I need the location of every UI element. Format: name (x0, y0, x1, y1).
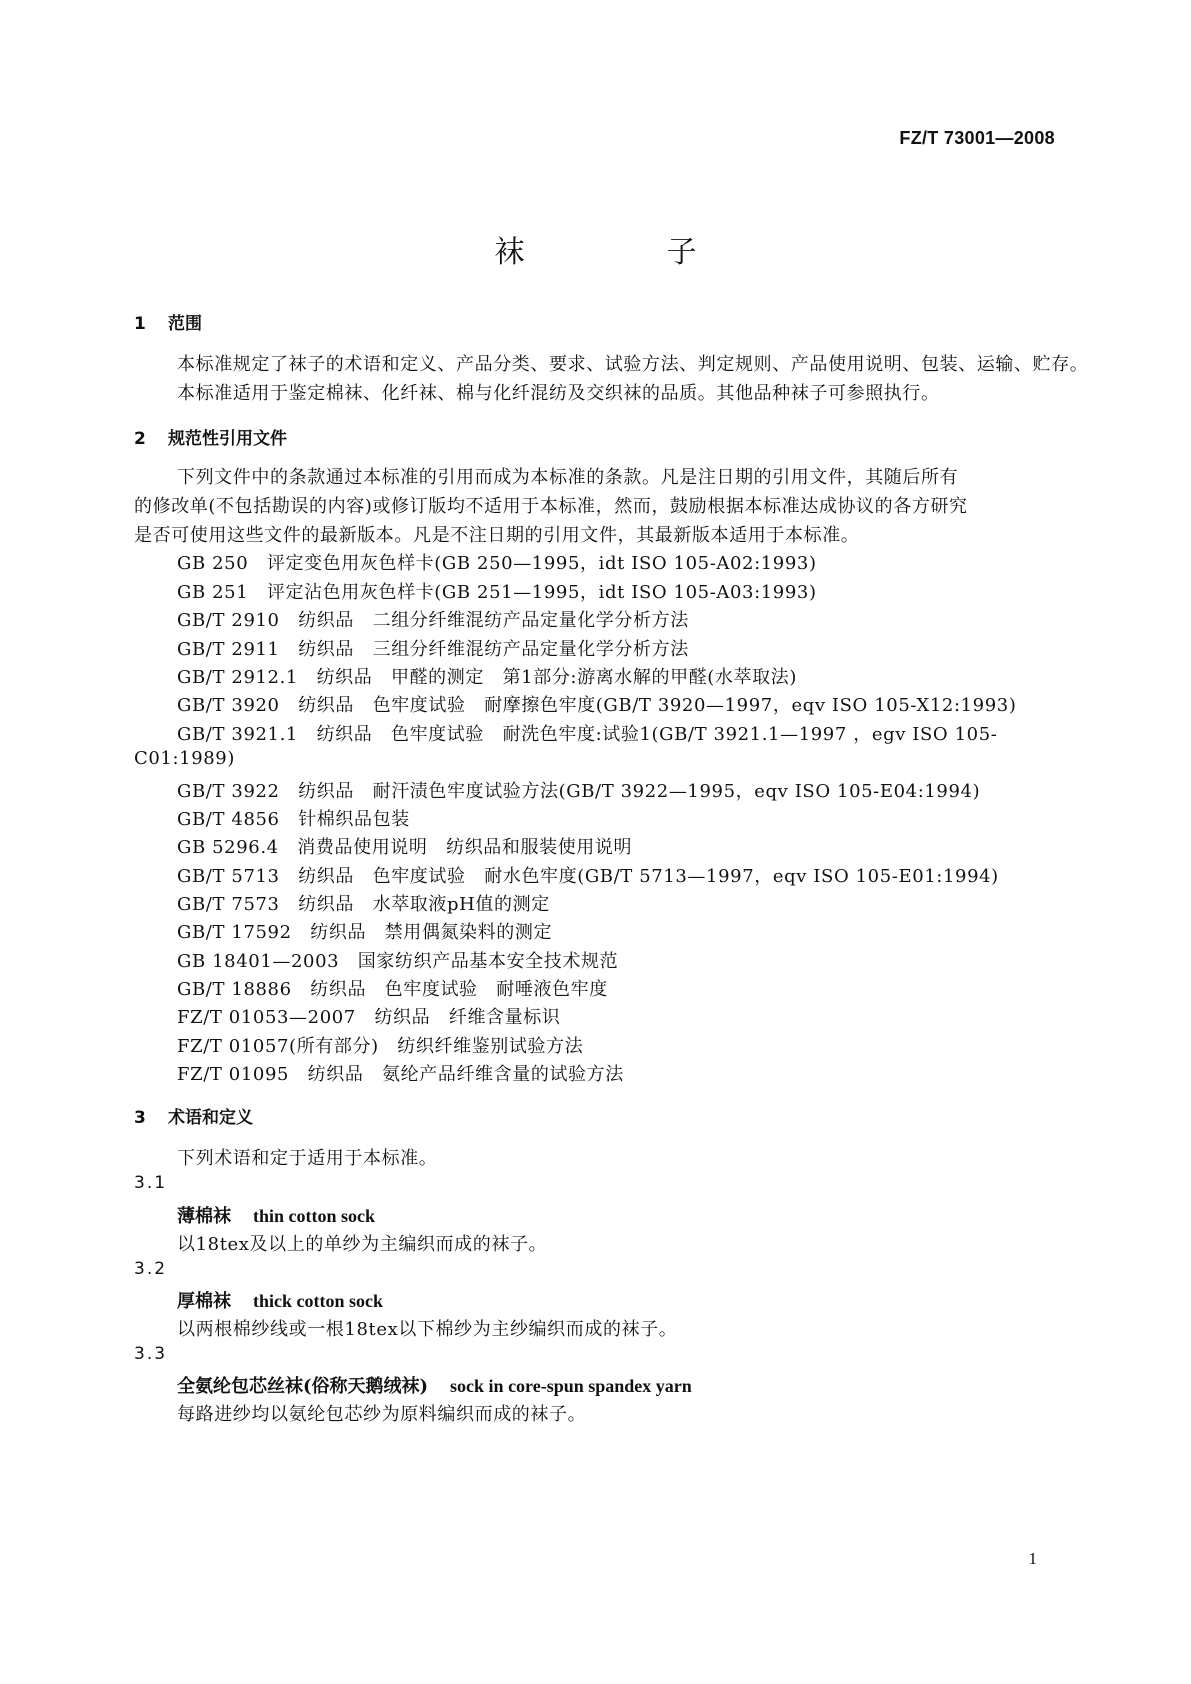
reference-item-continuation: C01:1989) (134, 748, 235, 769)
term-entry (177, 1202, 375, 1228)
reference-item: GB 250 评定变色用灰色样卡(GB 250—1995，idt ISO 105-A02:1993) (177, 553, 817, 574)
term-chinese: 薄棉袜 (177, 1206, 231, 1227)
paragraph: 下列术语和定于适用于本标准。 (177, 1148, 438, 1169)
term-english: sock in core-spun spandex yarn (450, 1376, 692, 1396)
section-title: 规范性引用文件 (168, 429, 287, 449)
reference-item: GB/T 2911 纺织品 三组分纤维混纺产品定量化学分析方法 (177, 639, 689, 660)
reference-item: FZ/T 01095 纺织品 氨纶产品纤维含量的试验方法 (177, 1064, 624, 1085)
reference-item: GB 5296.4 消费品使用说明 纺织品和服装使用说明 (177, 837, 633, 858)
paragraph: 下列文件中的条款通过本标准的引用而成为本标准的条款。凡是注日期的引用文件，其随后所有 (177, 467, 959, 488)
section-title: 范围 (168, 314, 202, 334)
term-entry (177, 1372, 692, 1398)
section-1-heading (134, 309, 202, 334)
paragraph: 本标准规定了袜子的术语和定义、产品分类、要求、试验方法、判定规则、产品使用说明、包装、运输、贮存。 (177, 354, 1089, 375)
term-chinese: 全氨纶包芯丝袜(俗称天鹅绒袜) (177, 1376, 429, 1397)
term-english: thick cotton sock (253, 1291, 383, 1311)
section-number: 3 (134, 1108, 146, 1128)
reference-item: GB/T 3920 纺织品 色牢度试验 耐摩擦色牢度(GB/T 3920—1997，eqv ISO 105-X12:1993) (177, 695, 1017, 716)
clause-number: 3.2 (134, 1259, 168, 1279)
reference-item: GB/T 3922 纺织品 耐汗渍色牢度试验方法(GB/T 3922—1995，eqv ISO 105-E04:1994) (177, 781, 981, 802)
reference-item: GB 251 评定沾色用灰色样卡(GB 251—1995，idt ISO 105-A03:1993) (177, 582, 817, 603)
reference-item: GB/T 18886 纺织品 色牢度试验 耐唾液色牢度 (177, 979, 608, 1000)
term-entry (177, 1287, 383, 1313)
reference-item: GB/T 2910 纺织品 二组分纤维混纺产品定量化学分析方法 (177, 610, 689, 631)
reference-item: GB/T 5713 纺织品 色牢度试验 耐水色牢度(GB/T 5713—1997，eqv ISO 105-E01:1994) (177, 866, 999, 887)
term-definition: 以两根棉纱线或一根18tex以下棉纱为主纱编织而成的袜子。 (177, 1319, 678, 1340)
term-definition: 每路进纱均以氨纶包芯纱为原料编织而成的袜子。 (177, 1404, 587, 1425)
section-3-heading (134, 1103, 253, 1128)
clause-number: 3.3 (134, 1344, 168, 1364)
reference-item: FZ/T 01057(所有部分) 纺织纤维鉴别试验方法 (177, 1036, 584, 1057)
term-definition: 以18tex及以上的单纱为主编织而成的袜子。 (177, 1234, 548, 1255)
reference-item: FZ/T 01053—2007 纺织品 纤维含量标识 (177, 1007, 561, 1028)
paragraph: 本标准适用于鉴定棉袜、化纤袜、棉与化纤混纺及交织袜的品质。其他品种袜子可参照执行。 (177, 383, 940, 404)
clause-number: 3.1 (134, 1173, 168, 1193)
term-chinese: 厚棉袜 (177, 1291, 231, 1312)
reference-item: GB/T 3921.1 纺织品 色牢度试验 耐洗色牢度:试验1(GB/T 3921.1—1997 ，egv ISO 105- (177, 724, 998, 745)
reference-item: GB 18401—2003 国家纺织产品基本安全技术规范 (177, 951, 619, 972)
document-title: 袜 子 (494, 235, 753, 270)
term-english: thin cotton sock (253, 1206, 376, 1226)
reference-item: GB/T 7573 纺织品 水萃取液pH值的测定 (177, 894, 550, 915)
page-number: 1 (1028, 1549, 1037, 1568)
reference-item: GB/T 2912.1 纺织品 甲醛的测定 第1部分:游离水解的甲醛(水萃取法) (177, 667, 797, 688)
section-2-heading (134, 424, 287, 449)
paragraph-continuation: 的修改单(不包括勘误的内容)或修订版均不适用于本标准，然而，鼓励根据本标准达成协议的各方研究 (134, 496, 968, 517)
section-number: 2 (134, 429, 146, 449)
section-number: 1 (134, 314, 146, 334)
document-code: FZ/T 73001—2008 (899, 128, 1055, 148)
paragraph-continuation: 是否可使用这些文件的最新版本。凡是不注日期的引用文件，其最新版本适用于本标准。 (134, 525, 860, 546)
reference-item: GB/T 17592 纺织品 禁用偶氮染料的测定 (177, 922, 553, 943)
section-title: 术语和定义 (168, 1108, 253, 1128)
reference-item: GB/T 4856 针棉织品包装 (177, 809, 410, 830)
